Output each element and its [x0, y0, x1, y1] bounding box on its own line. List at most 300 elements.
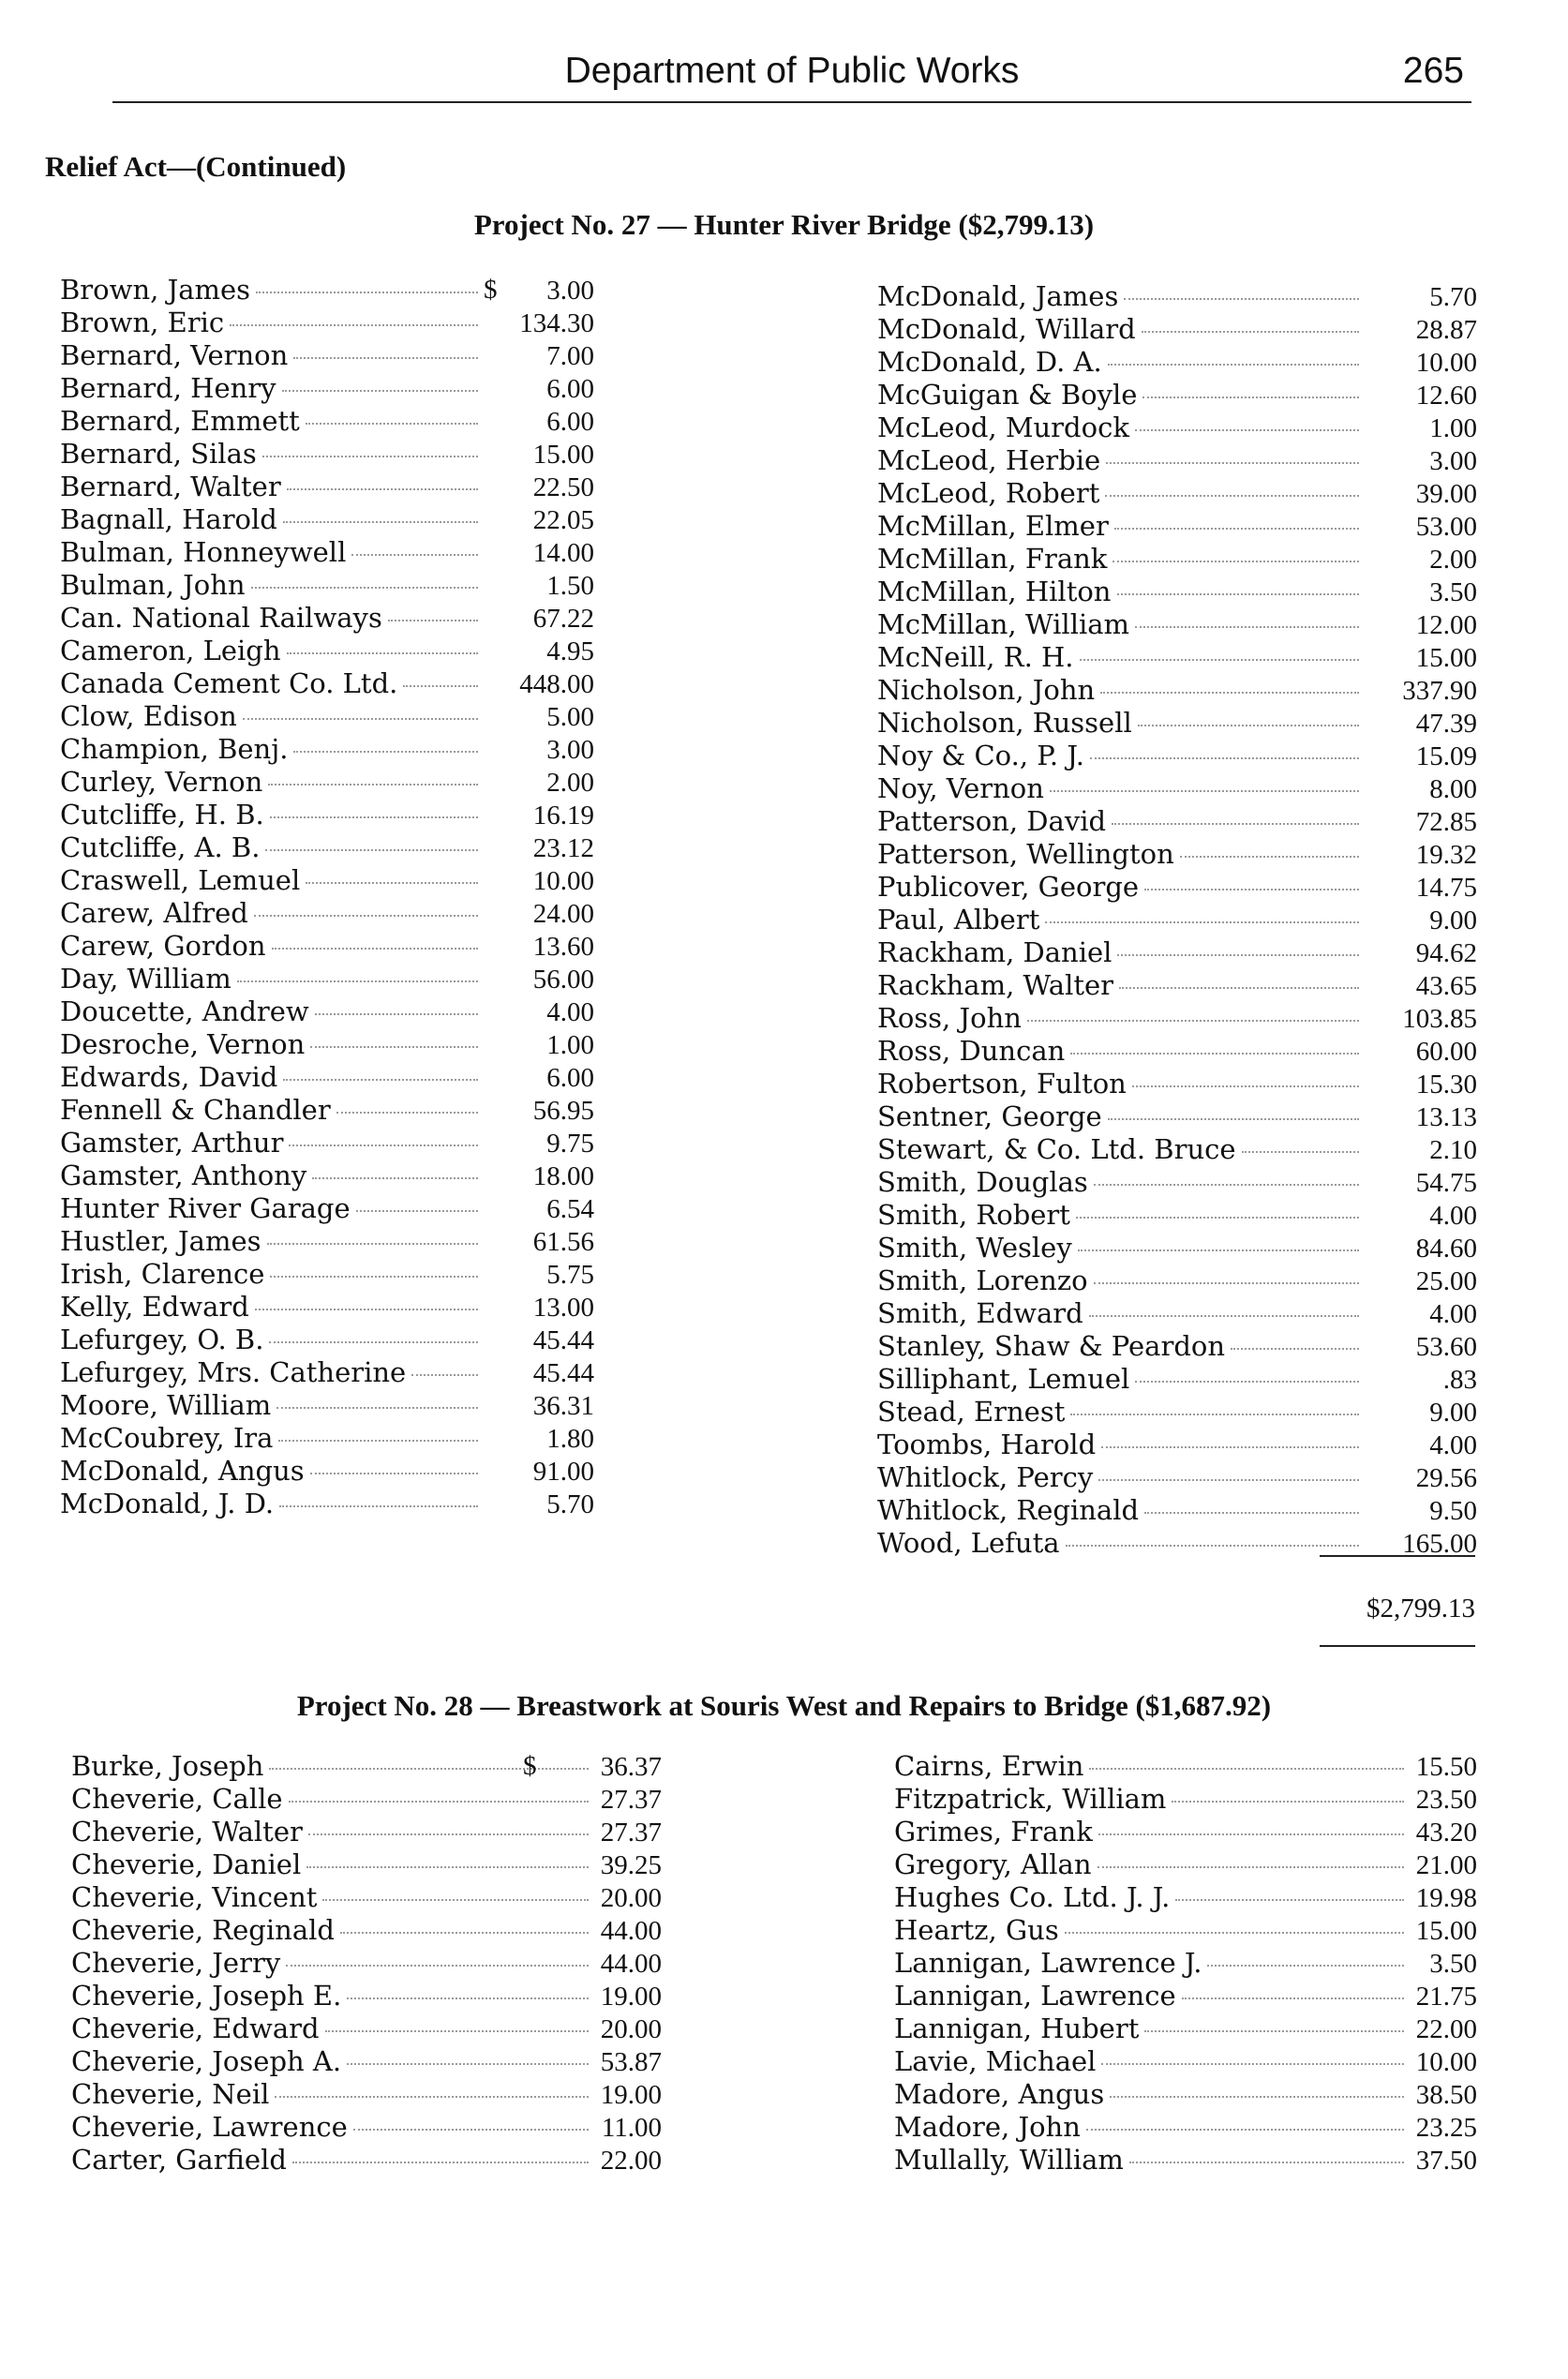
payment-amount: 54.75: [1415, 1168, 1477, 1198]
payment-amount: 53.00: [1415, 512, 1477, 542]
payment-amount: 37.50: [1415, 2146, 1477, 2176]
ledger-row: [60, 1160, 594, 1192]
payment-amount: 6.00: [546, 1063, 594, 1093]
payment-amount: 27.37: [600, 1785, 662, 1815]
dot-leader: [268, 784, 478, 786]
payment-amount: 45.44: [532, 1358, 594, 1388]
ledger-row: [877, 379, 1477, 411]
payment-amount: 103.85: [1402, 1004, 1477, 1034]
payee-name: Champion, Benj.: [60, 733, 289, 765]
ledger-row: [60, 1258, 594, 1291]
payment-amount: 5.70: [546, 1489, 594, 1519]
payment-amount: 18.00: [532, 1161, 594, 1191]
payee-name: Lannigan, Lawrence: [894, 1980, 1176, 2012]
project-27-left-column: [60, 274, 594, 1520]
payee-name: Bulman, John: [60, 569, 246, 601]
payee-name: Desroche, Vernon: [60, 1028, 306, 1060]
payment-amount: 6.54: [546, 1194, 594, 1224]
payee-name: Bernard, Walter: [60, 471, 281, 502]
dot-leader: [325, 2030, 589, 2032]
dot-leader: [1098, 1866, 1404, 1868]
dot-leader: [1106, 462, 1359, 464]
dot-leader: [1065, 1932, 1404, 1934]
payment-amount: 44.00: [600, 1916, 662, 1946]
dot-leader: [411, 1374, 478, 1376]
ledger-row: [60, 1028, 594, 1061]
payee-name: Cheverie, Lawrence: [71, 2111, 348, 2143]
ledger-row: [60, 372, 594, 405]
dot-leader: [1142, 396, 1359, 398]
dot-leader: [403, 685, 478, 687]
payee-name: Gregory, Allan: [894, 1848, 1092, 1880]
payee-name: Rackham, Walter: [877, 969, 1114, 1001]
payee-name: Carew, Gordon: [60, 930, 266, 962]
ledger-row: [894, 2045, 1477, 2078]
payee-name: McMillan, Hilton: [877, 576, 1112, 607]
payment-amount: 6.00: [546, 374, 594, 404]
ledger-row: [894, 1750, 1477, 1783]
payment-amount: 24.00: [532, 899, 594, 929]
ledger-row: [60, 963, 594, 995]
payment-amount: 36.37: [600, 1752, 662, 1782]
payee-name: Smith, Edward: [877, 1297, 1083, 1329]
dot-leader: [1086, 2129, 1404, 2131]
payment-amount: 1.50: [546, 571, 594, 601]
dot-leader: [1027, 1020, 1359, 1022]
payee-name: Madore, John: [894, 2111, 1081, 2143]
project-28-left-column: [71, 1750, 662, 2177]
dot-leader: [270, 816, 478, 818]
ledger-row: [60, 1192, 594, 1225]
dot-leader: [310, 1473, 478, 1474]
dot-leader: [282, 390, 478, 392]
payment-amount: 72.85: [1415, 807, 1477, 837]
page-title: Department of Public Works: [564, 51, 1020, 91]
payee-name: Bernard, Henry: [60, 372, 276, 404]
payee-name: McDonald, Willard: [877, 313, 1136, 345]
ledger-row: [877, 871, 1477, 904]
ledger-row: [894, 1848, 1477, 1881]
ledger-row: [60, 307, 594, 339]
payee-name: Carter, Garfield: [71, 2144, 287, 2176]
payee-name: McMillan, Elmer: [877, 510, 1109, 542]
ledger-row: [877, 838, 1477, 871]
payment-amount: 134.30: [519, 308, 594, 338]
payment-amount: 19.00: [600, 2080, 662, 2110]
payee-name: Cheverie, Neil: [71, 2078, 270, 2110]
payment-amount: 56.95: [532, 1096, 594, 1126]
ledger-row: [71, 1750, 662, 1783]
payee-name: Silliphant, Lemuel: [877, 1363, 1130, 1395]
payment-amount: 12.60: [1415, 381, 1477, 411]
project-28-amount: ($1,687.92): [1135, 1689, 1272, 1722]
dot-leader: [322, 1899, 589, 1901]
payment-amount: 4.00: [1429, 1299, 1477, 1329]
payment-amount: 91.00: [532, 1457, 594, 1487]
dot-leader: [1144, 889, 1359, 890]
ledger-row: [894, 1980, 1477, 2012]
payee-name: Cheverie, Joseph E.: [71, 1980, 342, 2012]
ledger-row: [877, 674, 1477, 707]
ledger-row: [877, 1494, 1477, 1527]
dot-leader: [255, 1309, 478, 1310]
dot-leader: [283, 1079, 478, 1081]
dot-leader: [1101, 1446, 1359, 1448]
payee-name: Cheverie, Vincent: [71, 1881, 318, 1913]
dot-leader: [1094, 1184, 1359, 1186]
dot-leader: [1113, 561, 1359, 562]
payee-name: Patterson, David: [877, 805, 1107, 837]
payment-amount: 13.60: [532, 932, 594, 962]
ledger-row: [60, 1225, 594, 1258]
payment-amount: 448.00: [519, 669, 594, 699]
ledger-row: [71, 1947, 662, 1980]
dot-leader: [1098, 1479, 1359, 1481]
ledger-row: [894, 2012, 1477, 2045]
payment-amount: 3.00: [546, 735, 594, 765]
payment-amount: 21.00: [1415, 1850, 1477, 1880]
payee-name: McLeod, Robert: [877, 477, 1100, 509]
payment-amount: 15.00: [532, 440, 594, 470]
ledger-row: [877, 805, 1477, 838]
ledger-row: [60, 1061, 594, 1094]
payment-amount: 8.00: [1429, 774, 1477, 804]
dot-leader: [269, 1341, 478, 1343]
dot-leader: [1144, 1512, 1359, 1514]
payee-name: Edwards, David: [60, 1061, 278, 1093]
payment-amount: 4.95: [546, 636, 594, 666]
payee-name: Whitlock, Reginald: [877, 1494, 1140, 1526]
payee-name: Robertson, Fulton: [877, 1068, 1127, 1100]
payee-name: Toombs, Harold: [877, 1429, 1097, 1460]
payee-name: Stewart, & Co. Ltd. Bruce: [877, 1133, 1236, 1165]
ledger-row: [877, 936, 1477, 969]
ledger-row: [71, 2012, 662, 2045]
dot-leader: [356, 1210, 478, 1212]
payment-amount: 27.37: [600, 1818, 662, 1848]
dot-leader: [1207, 1965, 1404, 1967]
dot-leader: [1135, 1381, 1359, 1383]
dot-leader: [1175, 1899, 1404, 1901]
ledger-row: [894, 1947, 1477, 1980]
payee-name: Cheverie, Joseph A.: [71, 2045, 342, 2077]
payment-amount: 19.32: [1415, 840, 1477, 870]
payee-name: Cairns, Erwin: [894, 1750, 1084, 1782]
payment-amount: 43.20: [1415, 1818, 1477, 1848]
ledger-row: [71, 2045, 662, 2078]
dot-leader: [293, 357, 478, 359]
payee-name: McDonald, James: [877, 280, 1119, 312]
payment-amount: 84.60: [1415, 1234, 1477, 1264]
payee-name: Patterson, Wellington: [877, 838, 1174, 870]
payee-name: McMillan, William: [877, 608, 1130, 640]
payment-amount: 23.50: [1415, 1785, 1477, 1815]
payee-name: Heartz, Gus: [894, 1914, 1059, 1946]
payee-name: Fennell & Chandler: [60, 1094, 331, 1126]
payee-name: Stanley, Shaw & Peardon: [877, 1330, 1226, 1362]
dot-leader: [1094, 1282, 1359, 1284]
dot-leader: [276, 1407, 478, 1409]
dot-leader: [262, 456, 478, 457]
payee-name: Gamster, Arthur: [60, 1127, 284, 1159]
payee-name: Fitzpatrick, William: [894, 1783, 1167, 1815]
ledger-row: [60, 733, 594, 766]
ledger-row: [894, 2144, 1477, 2177]
dot-leader: [1110, 2096, 1404, 2098]
ledger-row: [877, 1297, 1477, 1330]
payment-amount: 1.00: [546, 1030, 594, 1060]
ledger-row: [877, 1002, 1477, 1035]
ledger-row: [877, 904, 1477, 936]
ledger-row: [877, 969, 1477, 1002]
ledger-row: [877, 346, 1477, 379]
dot-leader: [1242, 1151, 1359, 1153]
dot-leader: [275, 2096, 589, 2098]
payment-amount: 22.50: [532, 472, 594, 502]
dot-leader: [1117, 593, 1360, 595]
ledger-row: [60, 438, 594, 471]
payee-name: Cheverie, Walter: [71, 1816, 303, 1848]
ledger-row: [877, 543, 1477, 576]
dot-leader: [1100, 692, 1359, 694]
payee-name: Craswell, Lemuel: [60, 864, 301, 896]
dot-leader: [312, 1177, 478, 1179]
payee-name: Brown, Eric: [60, 307, 225, 338]
payment-amount: .83: [1442, 1365, 1477, 1395]
payment-amount: 3.00: [546, 276, 594, 306]
dot-leader: [287, 652, 478, 654]
payment-amount: 15.00: [1415, 643, 1477, 673]
payment-amount: 45.44: [532, 1325, 594, 1355]
ledger-row: [60, 1389, 594, 1422]
payment-amount: 61.56: [532, 1227, 594, 1257]
currency-symbol: $: [523, 1751, 537, 1781]
dot-leader: [254, 915, 478, 917]
dot-leader: [272, 948, 478, 950]
payee-name: Day, William: [60, 963, 231, 995]
payment-amount: 43.65: [1415, 971, 1477, 1001]
dot-leader: [1050, 790, 1359, 792]
payee-name: Canada Cement Co. Ltd.: [60, 667, 398, 699]
dot-leader: [269, 1768, 589, 1770]
dot-leader: [1138, 725, 1359, 726]
ledger-row: [71, 1783, 662, 1816]
payee-name: Ross, Duncan: [877, 1035, 1066, 1067]
ledger-row: [71, 1914, 662, 1947]
ledger-row: [877, 1363, 1477, 1396]
payment-amount: 22.05: [532, 505, 594, 535]
payment-amount: 9.00: [1429, 905, 1477, 935]
dot-leader: [310, 1046, 478, 1048]
payee-name: Irish, Clarence: [60, 1258, 265, 1290]
ledger-row: [877, 477, 1477, 510]
ledger-row: [60, 864, 594, 897]
payee-name: Cheverie, Reginald: [71, 1914, 335, 1946]
payee-name: Hughes Co. Ltd. J. J.: [894, 1881, 1171, 1913]
payee-name: Gamster, Anthony: [60, 1160, 307, 1191]
payment-amount: 13.13: [1415, 1102, 1477, 1132]
ledger-row: [877, 313, 1477, 346]
ledger-row: [60, 274, 594, 307]
payee-name: Cutcliffe, H. B.: [60, 799, 264, 830]
project-27-title: [0, 208, 1568, 242]
dot-leader: [353, 2129, 589, 2131]
payee-name: Whitlock, Percy: [877, 1461, 1094, 1493]
payee-name: Smith, Douglas: [877, 1166, 1088, 1198]
payee-name: McDonald, Angus: [60, 1455, 305, 1487]
ledger-row: [60, 667, 594, 700]
payment-amount: 56.00: [532, 965, 594, 995]
payee-name: Bernard, Emmett: [60, 405, 300, 437]
dot-leader: [1132, 1085, 1359, 1087]
ledger-row: [60, 766, 594, 799]
dot-leader: [308, 1833, 589, 1835]
ledger-row: [877, 1100, 1477, 1133]
ledger-row: [71, 2078, 662, 2111]
payment-amount: 19.00: [600, 1982, 662, 2012]
dot-leader: [306, 1866, 589, 1868]
payee-name: Ross, John: [877, 1002, 1022, 1034]
dot-leader: [243, 718, 478, 720]
dot-leader: [1070, 1053, 1359, 1055]
payment-amount: 38.50: [1415, 2080, 1477, 2110]
payee-name: Paul, Albert: [877, 904, 1040, 935]
ledger-row: [877, 740, 1477, 772]
ledger-row: [877, 641, 1477, 674]
payment-amount: 5.00: [546, 702, 594, 732]
dot-leader: [279, 1505, 478, 1507]
dot-leader: [1066, 1545, 1359, 1547]
dot-leader: [256, 292, 478, 293]
dot-leader: [1089, 1315, 1359, 1317]
dot-leader: [1098, 1833, 1404, 1835]
dot-leader: [278, 1440, 478, 1442]
ledger-row: [60, 799, 594, 831]
payment-amount: 15.00: [1415, 1916, 1477, 1946]
payee-name: Cutcliffe, A. B.: [60, 831, 261, 863]
project-27-name: Project No. 27 — Hunter River Bridge: [473, 208, 951, 241]
ledger-row: [877, 1232, 1477, 1264]
payee-name: Smith, Lorenzo: [877, 1264, 1088, 1296]
dot-leader: [1180, 856, 1359, 858]
payment-amount: 29.56: [1415, 1463, 1477, 1493]
page-number: 265: [1402, 51, 1464, 91]
payment-amount: 53.60: [1415, 1332, 1477, 1362]
dot-leader: [347, 2063, 589, 2065]
project-28-name: Project No. 28 — Breastwork at Souris West and Repairs to Bridge: [296, 1689, 1128, 1722]
payment-amount: 94.62: [1415, 938, 1477, 968]
payment-amount: 12.00: [1415, 610, 1477, 640]
dot-leader: [340, 1932, 589, 1934]
payee-name: McLeod, Herbie: [877, 444, 1101, 476]
ledger-row: [877, 1429, 1477, 1461]
dot-leader: [1108, 364, 1359, 366]
dot-leader: [1142, 331, 1359, 333]
payment-amount: 9.00: [1429, 1398, 1477, 1428]
payee-name: Bernard, Silas: [60, 438, 257, 470]
payee-name: Moore, William: [60, 1389, 272, 1421]
payee-name: McCoubrey, Ira: [60, 1422, 274, 1454]
payment-amount: 337.90: [1402, 676, 1477, 706]
ledger-row: [877, 1133, 1477, 1166]
dot-leader: [283, 521, 478, 523]
payment-amount: 39.00: [1415, 479, 1477, 509]
project-27-right-column: [877, 280, 1477, 1560]
dot-leader: [289, 1145, 478, 1146]
payment-amount: 4.00: [1429, 1201, 1477, 1231]
payment-amount: 22.00: [1415, 2014, 1477, 2044]
ledger-row: [60, 1127, 594, 1160]
ledger-row: [60, 1356, 594, 1389]
payment-amount: 16.19: [532, 800, 594, 830]
payee-name: Rackham, Daniel: [877, 936, 1113, 968]
ledger-row: [877, 1396, 1477, 1429]
payment-amount: 47.39: [1415, 709, 1477, 739]
ledger-row: [894, 1783, 1477, 1816]
dot-leader: [251, 587, 478, 589]
payee-name: Lannigan, Hubert: [894, 2012, 1140, 2044]
payee-name: Carew, Alfred: [60, 897, 248, 929]
ledger-row: [60, 405, 594, 438]
payment-amount: 3.50: [1429, 577, 1477, 607]
ledger-row: [877, 1330, 1477, 1363]
dot-leader: [1101, 2063, 1404, 2065]
project-27-amount: ($2,799.13): [958, 208, 1095, 241]
dot-leader: [336, 1112, 478, 1114]
dot-leader: [351, 554, 478, 556]
payment-amount: 39.25: [600, 1850, 662, 1880]
payment-amount: 5.70: [1429, 282, 1477, 312]
payee-name: Clow, Edison: [60, 700, 237, 732]
ledger-row: [60, 700, 594, 733]
dot-leader: [237, 980, 478, 982]
payment-amount: 23.25: [1415, 2113, 1477, 2143]
ledger-row: [60, 897, 594, 930]
payment-amount: 3.50: [1429, 1949, 1477, 1979]
dot-leader: [1076, 1217, 1359, 1219]
dot-leader: [306, 423, 478, 425]
payee-name: Bernard, Vernon: [60, 339, 289, 371]
payment-amount: 9.75: [546, 1129, 594, 1159]
payment-amount: 20.00: [600, 1883, 662, 1913]
dot-leader: [1135, 626, 1359, 628]
payee-name: McGuigan & Boyle: [877, 379, 1138, 411]
ledger-row: [877, 772, 1477, 805]
payee-name: Hunter River Garage: [60, 1192, 351, 1224]
ledger-row: [71, 2111, 662, 2144]
payee-name: Wood, Lefuta: [877, 1527, 1060, 1559]
ledger-row: [877, 1068, 1477, 1100]
ledger-row: [60, 1291, 594, 1324]
ledger-row: [60, 995, 594, 1028]
payee-name: Bagnall, Harold: [60, 503, 277, 535]
payee-name: Nicholson, John: [877, 674, 1096, 706]
payee-name: McMillan, Frank: [877, 543, 1108, 575]
payee-name: Cameron, Leigh: [60, 635, 281, 666]
total-rule-top: [1320, 1555, 1475, 1557]
payment-amount: 25.00: [1415, 1266, 1477, 1296]
total-rule-bottom: [1320, 1645, 1475, 1647]
ledger-row: [877, 608, 1477, 641]
ledger-row: [894, 1816, 1477, 1848]
dot-leader: [1231, 1348, 1359, 1350]
ledger-row: [894, 2078, 1477, 2111]
payment-amount: 53.87: [600, 2047, 662, 2077]
payee-name: Doucette, Andrew: [60, 995, 309, 1027]
payment-amount: 14.75: [1415, 873, 1477, 903]
payment-amount: 14.00: [532, 538, 594, 568]
dot-leader: [1117, 954, 1359, 956]
